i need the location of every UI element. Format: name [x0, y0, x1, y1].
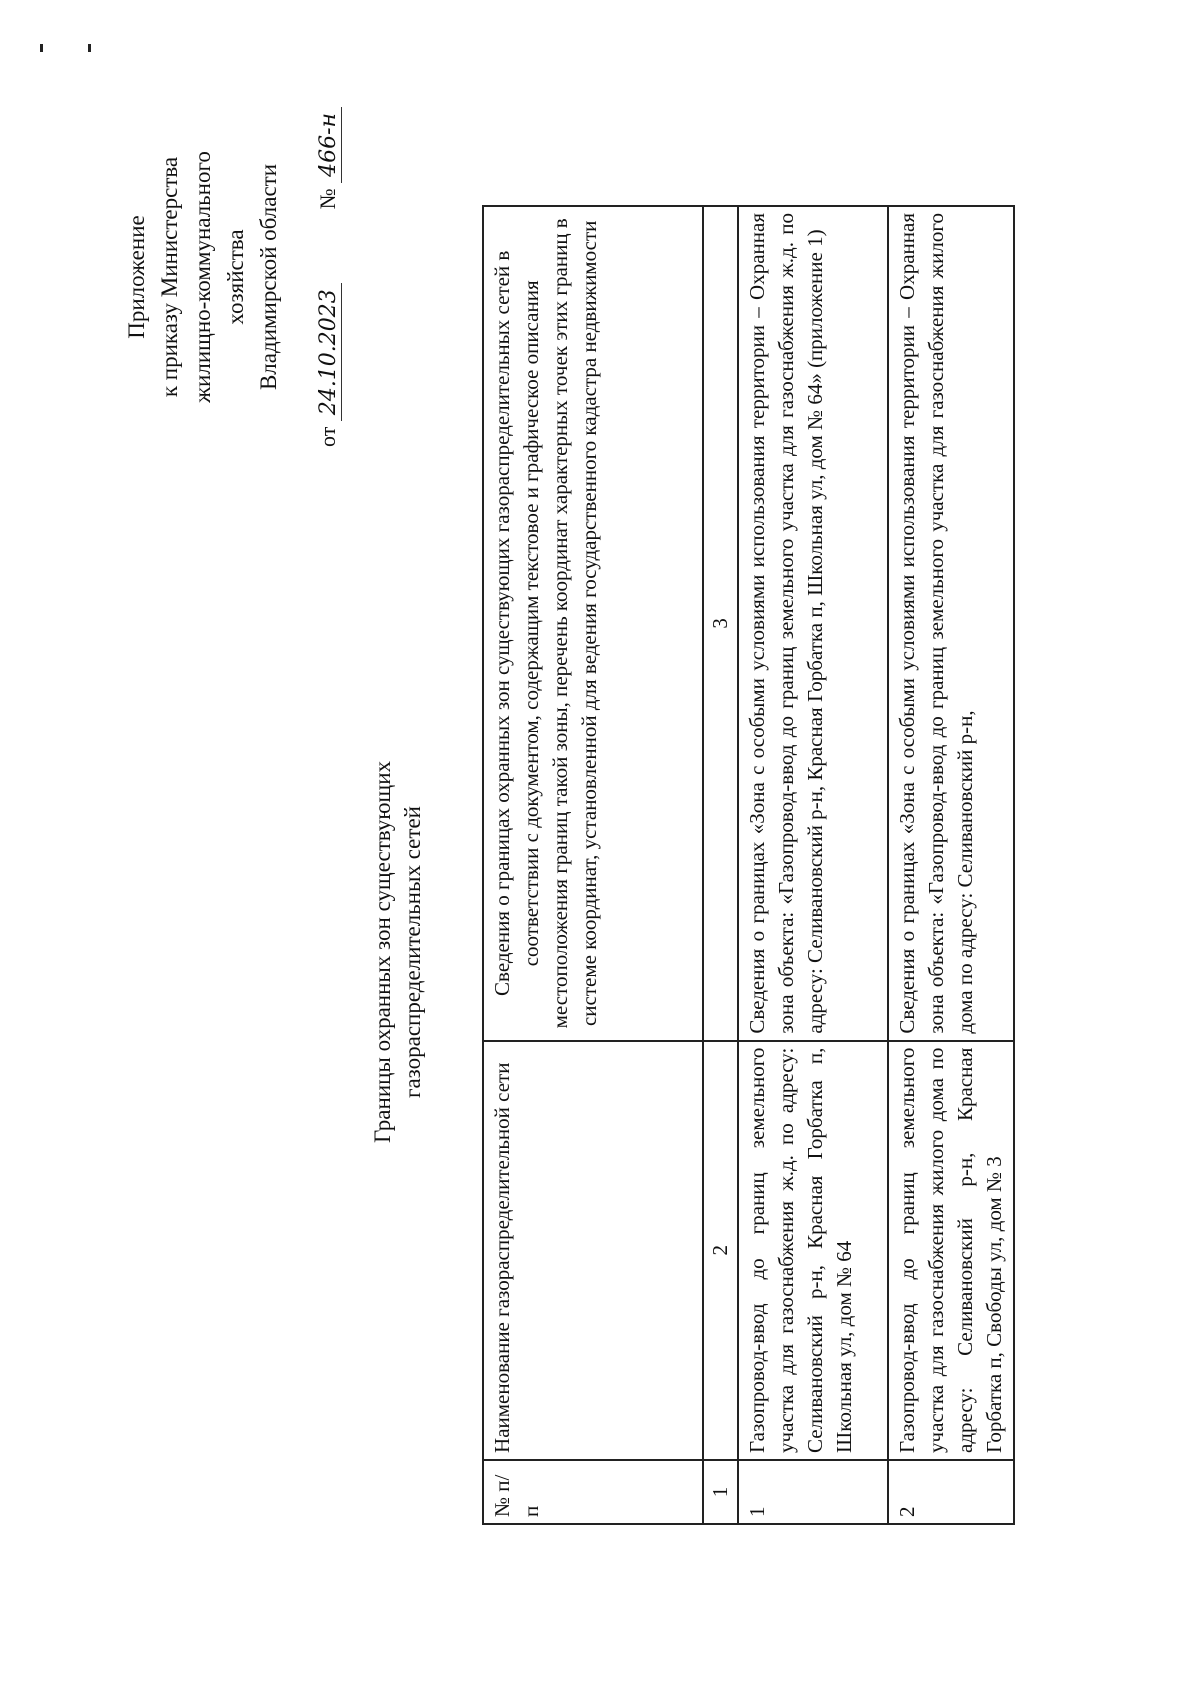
number-value: 466-н — [316, 107, 342, 183]
document-title — [368, 502, 428, 1402]
appendix-line: Владимирской области — [256, 163, 281, 391]
appendix-line: Приложение — [124, 215, 149, 339]
title-line: Границы охранных зон существующих — [370, 760, 395, 1144]
table-header-row — [483, 206, 703, 1524]
column-number: 2 — [703, 1041, 738, 1460]
number-prefix: № — [315, 188, 340, 210]
appendix-block — [120, 107, 345, 447]
appendix-line: жилищно-коммунального хозяйства — [190, 151, 248, 403]
row-name: Газопровод-ввод до границ земельного участка для газоснабжения ж.д. по адресу: Селивановский р-н, Красная Горбатка п, Школьная ул, дом № 64 — [738, 1041, 888, 1460]
date-value: 24.10.2023 — [316, 283, 342, 421]
row-info: Сведения о границах «Зона с особыми условиями использования территории – Охранная зона объекта: «Газопровод-ввод до границ земельного участка для газоснабжения ж.д. по адресу: Селивановский р-н, Красная Горбатка п, Школьная ул, дом № 64» (приложение 1) — [738, 206, 888, 1041]
date-field — [311, 283, 345, 447]
column-number: 1 — [703, 1460, 738, 1524]
row-number: 2 — [888, 1460, 1014, 1524]
header-cell-info: Сведения о границах охранных зон существующих газораспределительных сетей в соответствии с документом, содержащим текстовое и графическое описания местоположения границ такой зоны, перечень координат характерных точек этих границ в системе координат, установленной для ведения государственного кадастра недвижимости — [483, 206, 703, 1041]
appendix-line: к приказу Министерства — [157, 156, 182, 398]
table-row — [888, 206, 1014, 1524]
zones-table — [482, 205, 1015, 1525]
row-name: Газопровод-ввод до границ земельного участка для газоснабжения жилого дома по адресу: Селивановский р-н, Красная Горбатка п, Свободы ул, дом № 3 — [888, 1041, 1014, 1460]
header-cell-number: № п/п — [483, 1460, 703, 1524]
row-number: 1 — [738, 1460, 888, 1524]
title-line: газораспределительных сетей — [400, 806, 425, 1098]
header-cell-name: Наименование газораспределительной сети — [483, 1041, 703, 1460]
table-row — [738, 206, 888, 1524]
row-info: Сведения о границах «Зона с особыми условиями использования территории – Охранная зона объекта: «Газопровод-ввод до границ земельного участка для газоснабжения жилого дома по адресу: Селивановский р-н, — [888, 206, 1014, 1041]
column-number: 3 — [703, 206, 738, 1041]
date-number-row — [311, 107, 345, 447]
number-field — [311, 107, 345, 209]
column-number-row — [703, 206, 738, 1524]
date-prefix: от — [315, 426, 340, 447]
